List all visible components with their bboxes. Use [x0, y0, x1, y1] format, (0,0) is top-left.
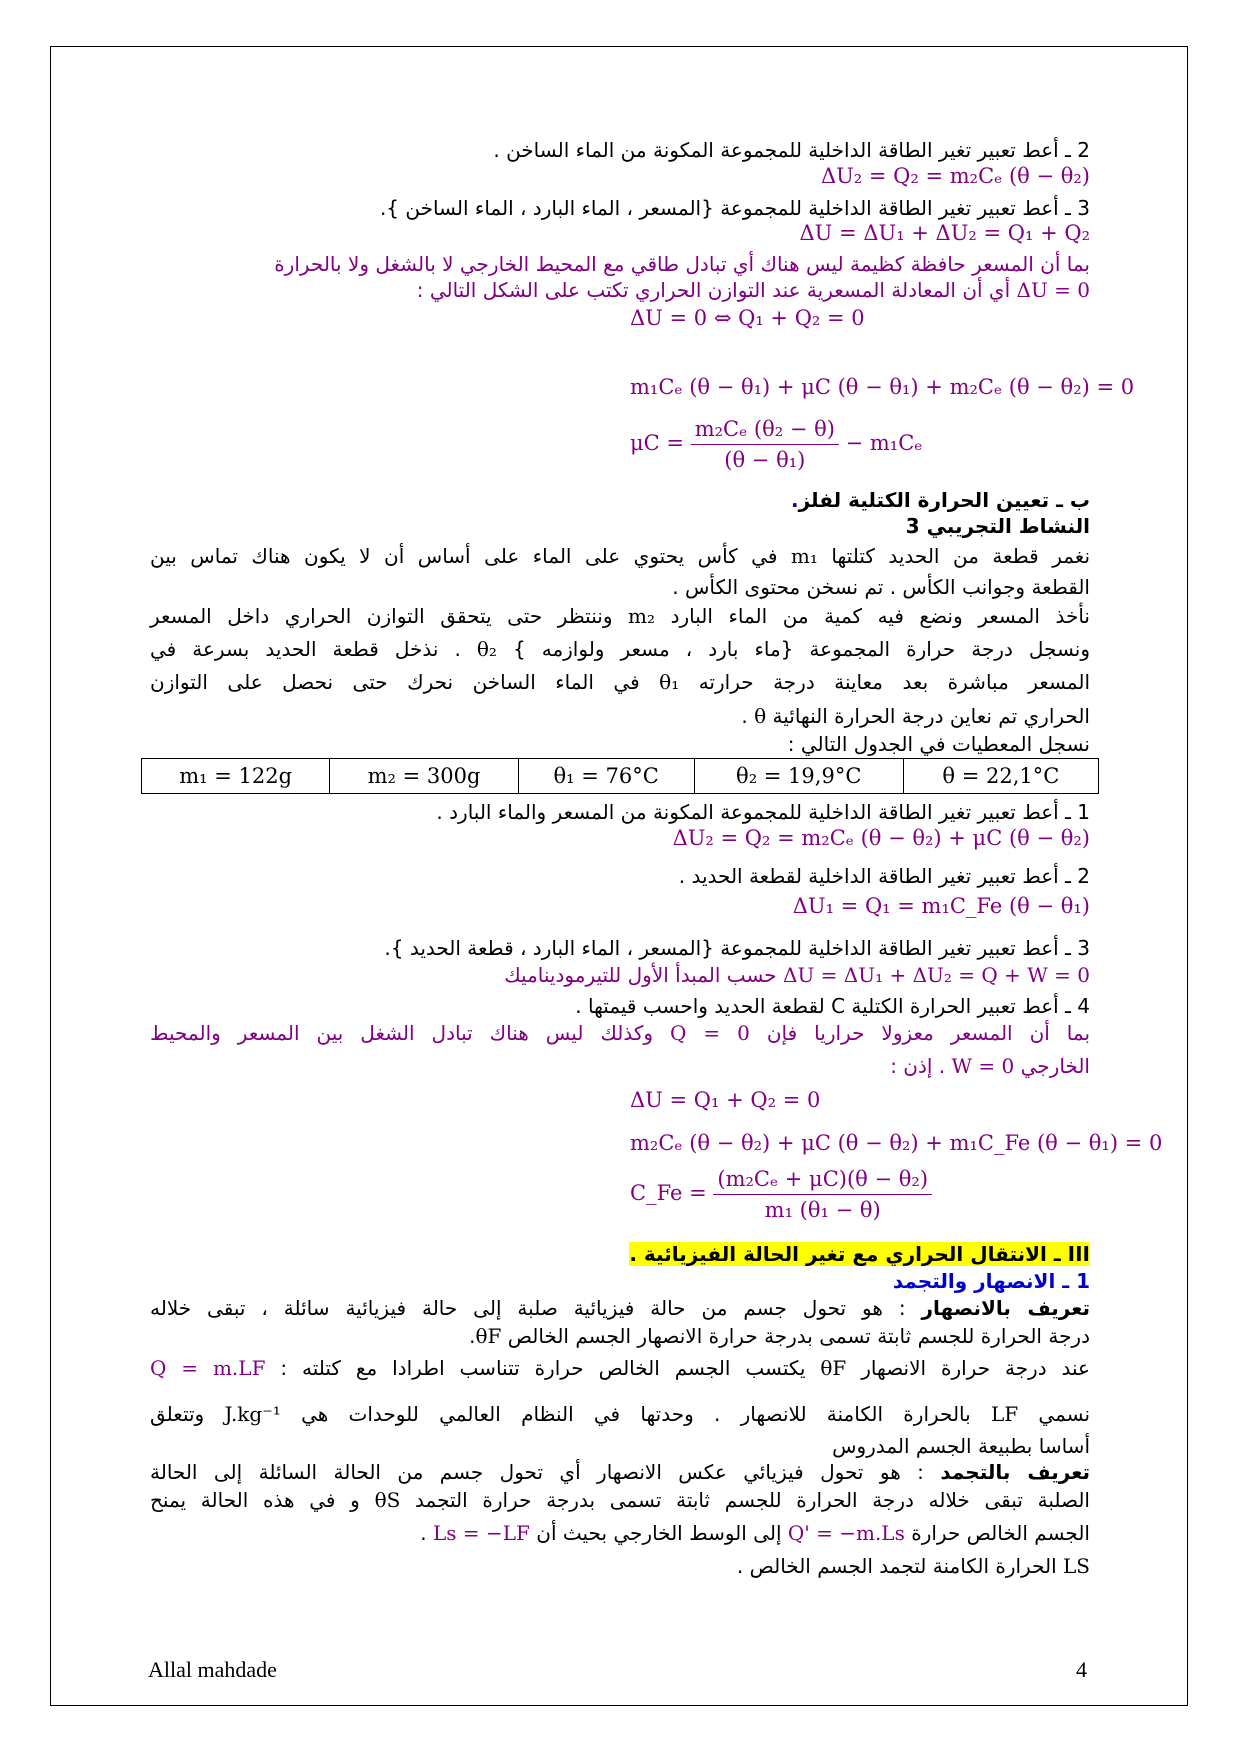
- text: .: [420, 1521, 427, 1545]
- symbol-theta-s: θS: [374, 1488, 401, 1512]
- definition-melting-line-1: [150, 1295, 1090, 1321]
- definition-freezing-line-4: [737, 1553, 1090, 1579]
- text: .: [469, 1324, 476, 1348]
- equation-q-sum: ΔU = Q₁ + Q₂ = 0: [630, 1088, 821, 1112]
- text: وتتعلق: [150, 1402, 205, 1426]
- equation-mu-c-rhs: − m₁Cₑ: [845, 431, 923, 455]
- footer-author: Allal mahdade: [148, 1657, 277, 1682]
- definition-melting-line-2: [469, 1323, 1090, 1349]
- symbol-theta-f: θF: [820, 1356, 847, 1380]
- answer-line-2: [890, 1053, 1090, 1079]
- symbol-m2: m₂: [628, 604, 656, 628]
- text: : هو تحول فيزيائي عكس الانصهار أي تحول جسم من الحالة السائلة إلى الحالة: [150, 1460, 941, 1484]
- equation-iron-balance: m₂Cₑ (θ − θ₂) + μC (θ − θ₂) + m₁C_Fe (θ − θ₁) = 0: [630, 1131, 1163, 1155]
- question-b2: 2 ـ أعط تعبير تغير الطاقة الداخلية لقطعة الحديد .: [678, 864, 1090, 888]
- table-cell-theta: θ = 22,1°C: [903, 759, 1098, 794]
- equation-c-fe-lhs: C_Fe =: [630, 1181, 707, 1205]
- paragraph-line-5: [150, 669, 1090, 695]
- equation-first-law: ΔU = ΔU₁ + ΔU₂ = Q + W = 0: [783, 963, 1090, 987]
- symbol-ls: LS: [1063, 1554, 1090, 1578]
- table-row: [142, 759, 1099, 794]
- definition-term: تعريف بالتجمد: [940, 1460, 1090, 1484]
- equation-calorimetric-balance: m₁Cₑ (θ − θ₁) + μC (θ − θ₁) + m₂Cₑ (θ − θ₂) = 0: [630, 375, 1135, 399]
- equation-du2: ΔU₂ = Q₂ = m₂Cₑ (θ − θ₂): [820, 164, 1090, 188]
- equation-c-fe: [630, 1164, 932, 1225]
- text: يكتسب الجسم الخالص حرارة تتناسب اطرادا مع كتلته :: [280, 1356, 806, 1380]
- fraction-denominator: m₁ (θ₁ − θ): [764, 1198, 881, 1222]
- subsection-melting-freezing: 1 ـ الانصهار والتجمد: [892, 1269, 1090, 1293]
- paragraph-line-4: [150, 636, 1090, 662]
- equation-ls-lf: Ls = −LF: [432, 1521, 530, 1545]
- footer-page-number: 4: [1076, 1657, 1087, 1682]
- fraction: [691, 414, 839, 475]
- equation-mu-c: [630, 414, 922, 475]
- equation-du-sum: ΔU = ΔU₁ + ΔU₂ = Q₁ + Q₂: [799, 221, 1090, 245]
- first-law-line: [504, 962, 1090, 988]
- paragraph-line-3: [150, 603, 1090, 629]
- table-cell-m2: m₂ = 300g: [330, 759, 518, 794]
- latent-heat-line-3: أساسا بطبيعة الجسم المدروس: [832, 1434, 1090, 1458]
- data-table: [141, 758, 1099, 794]
- text: الخارجي: [1020, 1054, 1090, 1078]
- text: إلى الوسط الخارجي بحيث أن: [536, 1521, 782, 1545]
- definition-freezing-line-3: [420, 1520, 1090, 1546]
- symbol-theta1: θ₁: [659, 670, 680, 694]
- fraction-numerator: m₂Cₑ (θ₂ − θ): [691, 414, 839, 445]
- table-intro: نسجل المعطيات في الجدول التالي :: [787, 732, 1090, 756]
- text: الحرارة الكامنة لتجمد الجسم الخالص .: [736, 1554, 1057, 1578]
- section-iii-heading: [629, 1241, 1090, 1267]
- symbol-m1: m₁: [790, 544, 818, 568]
- equation-q-sum-zero: ΔU = 0 ⇔ Q₁ + Q₂ = 0: [630, 306, 865, 330]
- section-iii-title: III ـ الانتقال الحراري مع تغير الحالة الفيزيائية .: [629, 1242, 1090, 1266]
- text: في كأس يحتوي على الماء على أساس أن لا يكون هناك تماس بين: [150, 544, 778, 568]
- text: بالحرارة الكامنة للانصهار . وحدتها في النظام العالمي للوحدات هي: [301, 1402, 971, 1426]
- unit-j-per-kg: J.kg⁻¹: [224, 1402, 281, 1426]
- table-cell-m1: m₁ = 122g: [142, 759, 330, 794]
- text: وكذلك ليس هناك تبادل الشغل بين المسعر والمحيط: [150, 1021, 654, 1045]
- equation-q-mlf: Q = m.LF: [150, 1356, 266, 1380]
- heading-specific-heat-metal: [791, 487, 1090, 513]
- table-cell-theta1: θ₁ = 76°C: [518, 759, 694, 794]
- text: بما أن المسعر معزولا حراريا فإن: [766, 1021, 1091, 1045]
- heading-text: ب ـ تعيين الحرارة الكتلية لفلز: [798, 488, 1090, 512]
- question-b1: 1 ـ أعط تعبير تغير الطاقة الداخلية للمجموعة المكونة من المسعر والماء البارد .: [436, 800, 1090, 824]
- fraction: [713, 1164, 932, 1225]
- text: عند درجة حرارة الانصهار: [861, 1356, 1090, 1380]
- text: درجة الحرارة للجسم ثابتة تسمى بدرجة حرارة الانصهار الجسم الخالص: [507, 1324, 1090, 1348]
- text: الحراري تم نعاين درجة الحرارة النهائية: [772, 704, 1090, 728]
- heading-dot: .: [790, 488, 799, 512]
- text: .: [741, 704, 748, 728]
- table-cell-theta2: θ₂ = 19,9°C: [694, 759, 903, 794]
- answer-line-1: [150, 1020, 1090, 1046]
- text: الصلبة تبقى خلاله درجة الحرارة للجسم ثابتة تسمى بدرجة حرارة التجمد: [415, 1488, 1090, 1512]
- text: نغمر قطعة من الحديد كتلتها: [831, 544, 1091, 568]
- text: نسمي: [1038, 1402, 1091, 1426]
- definition-freezing-line-1: [150, 1459, 1090, 1485]
- text: الجسم الخالص حرارة: [911, 1521, 1090, 1545]
- text: : هو تحول جسم من حالة فيزيائية صلبة إلى حالة فيزيائية سائلة ، تبقى خلاله: [150, 1296, 922, 1320]
- question-3: 3 ـ أعط تعبير تغير الطاقة الداخلية للمجموعة {المسعر ، الماء البارد ، الماء الساخن }.: [379, 196, 1090, 220]
- equation-q-zero: Q = 0: [670, 1021, 750, 1045]
- note-calorimetric-text: أي أن المعادلة المسعرية عند التوازن الحراري تكتب على الشكل التالي :: [416, 278, 1011, 302]
- question-2: 2 ـ أعط تعبير تغير الطاقة الداخلية للمجموعة المكونة من الماء الساخن .: [493, 138, 1090, 162]
- equation-du1-iron: ΔU₁ = Q₁ = m₁C_Fe (θ − θ₁): [792, 894, 1090, 918]
- paragraph-line-2: القطعة وجوانب الكأس . تم نسخن محتوى الكأس .: [672, 575, 1090, 599]
- paragraph-line-6: [741, 703, 1090, 729]
- equation-du-zero: ΔU = 0: [1016, 278, 1090, 302]
- question-b3: 3 ـ أعط تعبير تغير الطاقة الداخلية للمجموعة {المسعر ، الماء البارد ، قطعة الحديد }.: [384, 936, 1090, 960]
- text: و في هذه الحالة يمنح: [150, 1488, 360, 1512]
- text: . نذخل قطعة الحديد بسرعة في: [150, 637, 461, 661]
- text: في الماء الساخن نحرك حتى نحصل على التوازن: [150, 670, 640, 694]
- text: نأخذ المسعر ونضع فيه كمية من الماء البارد: [670, 604, 1090, 628]
- fraction-denominator: (θ − θ₁): [724, 448, 806, 472]
- question-b4: 4 ـ أعط تعبير الحرارة الكتلية C لقطعة الحديد واحسب قيمتها .: [575, 994, 1090, 1018]
- latent-heat-line-2: [150, 1401, 1090, 1427]
- equation-du2-calorimeter: ΔU₂ = Q₂ = m₂Cₑ (θ − θ₂) + μC (θ − θ₂): [672, 826, 1090, 850]
- symbol-theta-f: θF: [475, 1324, 502, 1348]
- text: المسعر مباشرة بعد معاينة درجة حرارته: [698, 670, 1091, 694]
- paragraph-line-1: [150, 543, 1090, 569]
- first-law-text: حسب المبدأ الأول للتيرموديناميك: [504, 963, 777, 987]
- text: وننتظر حتى يتحقق التوازن الحراري داخل المسعر: [150, 604, 613, 628]
- definition-term: تعريف بالانصهار: [921, 1296, 1091, 1320]
- symbol-theta2: θ₂: [476, 637, 497, 661]
- definition-freezing-line-2: [150, 1487, 1090, 1513]
- fraction-numerator: (m₂Cₑ + μC)(θ − θ₂): [713, 1164, 932, 1195]
- text: ونسجل درجة حرارة المجموعة {ماء بارد ، مسعر ولوازمه }: [512, 637, 1091, 661]
- text: . إذن :: [890, 1054, 946, 1078]
- note-adiabatic: بما أن المسعر حافظة كظيمة ليس هناك أي تبادل طاقي مع المحيط الخارجي لا بالشغل ولا بالحرارة: [274, 252, 1090, 276]
- note-calorimetric-equation: [417, 277, 1090, 303]
- symbol-theta: θ: [754, 704, 767, 728]
- symbol-lf: LF: [990, 1402, 1019, 1426]
- latent-heat-line-1: [150, 1355, 1090, 1381]
- activity-title: النشاط التجريبي 3: [905, 514, 1090, 538]
- equation-mu-c-lhs: μC =: [630, 431, 684, 455]
- equation-q-prime: Q' = −m.Ls: [787, 1521, 905, 1545]
- equation-w-zero: W = 0: [951, 1054, 1015, 1078]
